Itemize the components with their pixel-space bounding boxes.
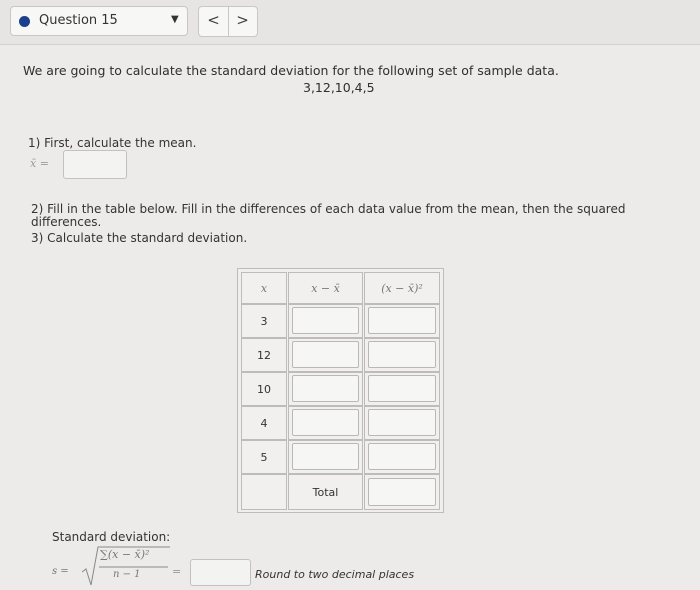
step-3-instruction: 3) Calculate the standard deviation. <box>31 231 248 245</box>
squared-deviation-cell <box>364 338 440 372</box>
header-squared-deviation: (x − x̄)² <box>364 272 440 304</box>
squared-deviation-cell <box>364 440 440 474</box>
squared-deviation-input[interactable] <box>368 341 436 368</box>
standard-deviation-label: Standard deviation: <box>52 530 171 544</box>
sd-symbol: s = <box>52 566 69 577</box>
squared-deviation-cell <box>364 406 440 440</box>
question-status-dot-icon <box>19 16 30 27</box>
total-cell <box>364 474 440 510</box>
squared-deviation-cell <box>364 304 440 338</box>
header-deviation: x − x̄ <box>288 272 363 304</box>
squared-deviation-input[interactable] <box>368 409 436 436</box>
x-value-cell: 10 <box>241 372 287 406</box>
header-x: x <box>241 272 287 304</box>
rounding-note: Round to two decimal places <box>255 568 415 581</box>
x-value-cell: 5 <box>241 440 287 474</box>
deviation-cell <box>288 440 363 474</box>
standard-deviation-input[interactable] <box>190 559 251 586</box>
problem-intro: We are going to calculate the standard deviation for the following set of sample data. <box>23 63 559 78</box>
dataset: 3,12,10,4,5 <box>303 80 375 95</box>
deviation-input[interactable] <box>292 341 359 368</box>
squared-deviation-input[interactable] <box>368 375 436 402</box>
deviation-input[interactable] <box>292 409 359 436</box>
question-toolbar <box>0 0 700 45</box>
sd-equals: = <box>172 565 182 578</box>
mean-input[interactable] <box>63 150 127 179</box>
deviation-cell <box>288 406 363 440</box>
deviation-cell <box>288 338 363 372</box>
step-1-instruction: 1) First, calculate the mean. <box>28 136 197 150</box>
previous-question-button[interactable]: < <box>199 7 229 36</box>
squared-deviation-input[interactable] <box>368 307 436 334</box>
deviation-input[interactable] <box>292 307 359 334</box>
squared-deviation-input[interactable] <box>368 443 436 470</box>
deviation-table <box>237 268 444 513</box>
next-question-button[interactable]: > <box>236 11 249 29</box>
question-selector-label: Question 15 <box>39 13 118 28</box>
squared-deviation-cell <box>364 372 440 406</box>
deviation-cell <box>288 304 363 338</box>
deviation-input[interactable] <box>292 443 359 470</box>
step-2-instruction: 2) Fill in the table below. Fill in the differences of each data value from the mean, then the squared differences. <box>31 202 626 229</box>
x-value-cell: 3 <box>241 304 287 338</box>
sd-numerator: ∑(x − x̄)² <box>100 548 150 561</box>
total-empty-cell <box>241 474 287 510</box>
total-squared-deviation-input[interactable] <box>368 478 436 506</box>
x-value-cell: 12 <box>241 338 287 372</box>
question-nav <box>198 6 258 37</box>
x-value-cell: 4 <box>241 406 287 440</box>
total-label: Total <box>288 474 363 510</box>
question-selector-dropdown[interactable] <box>10 6 188 36</box>
deviation-input[interactable] <box>292 375 359 402</box>
mean-symbol: x̄ = <box>30 157 49 170</box>
sd-denominator: n − 1 <box>113 569 141 580</box>
deviation-cell <box>288 372 363 406</box>
caret-down-icon: ▼ <box>171 14 179 25</box>
